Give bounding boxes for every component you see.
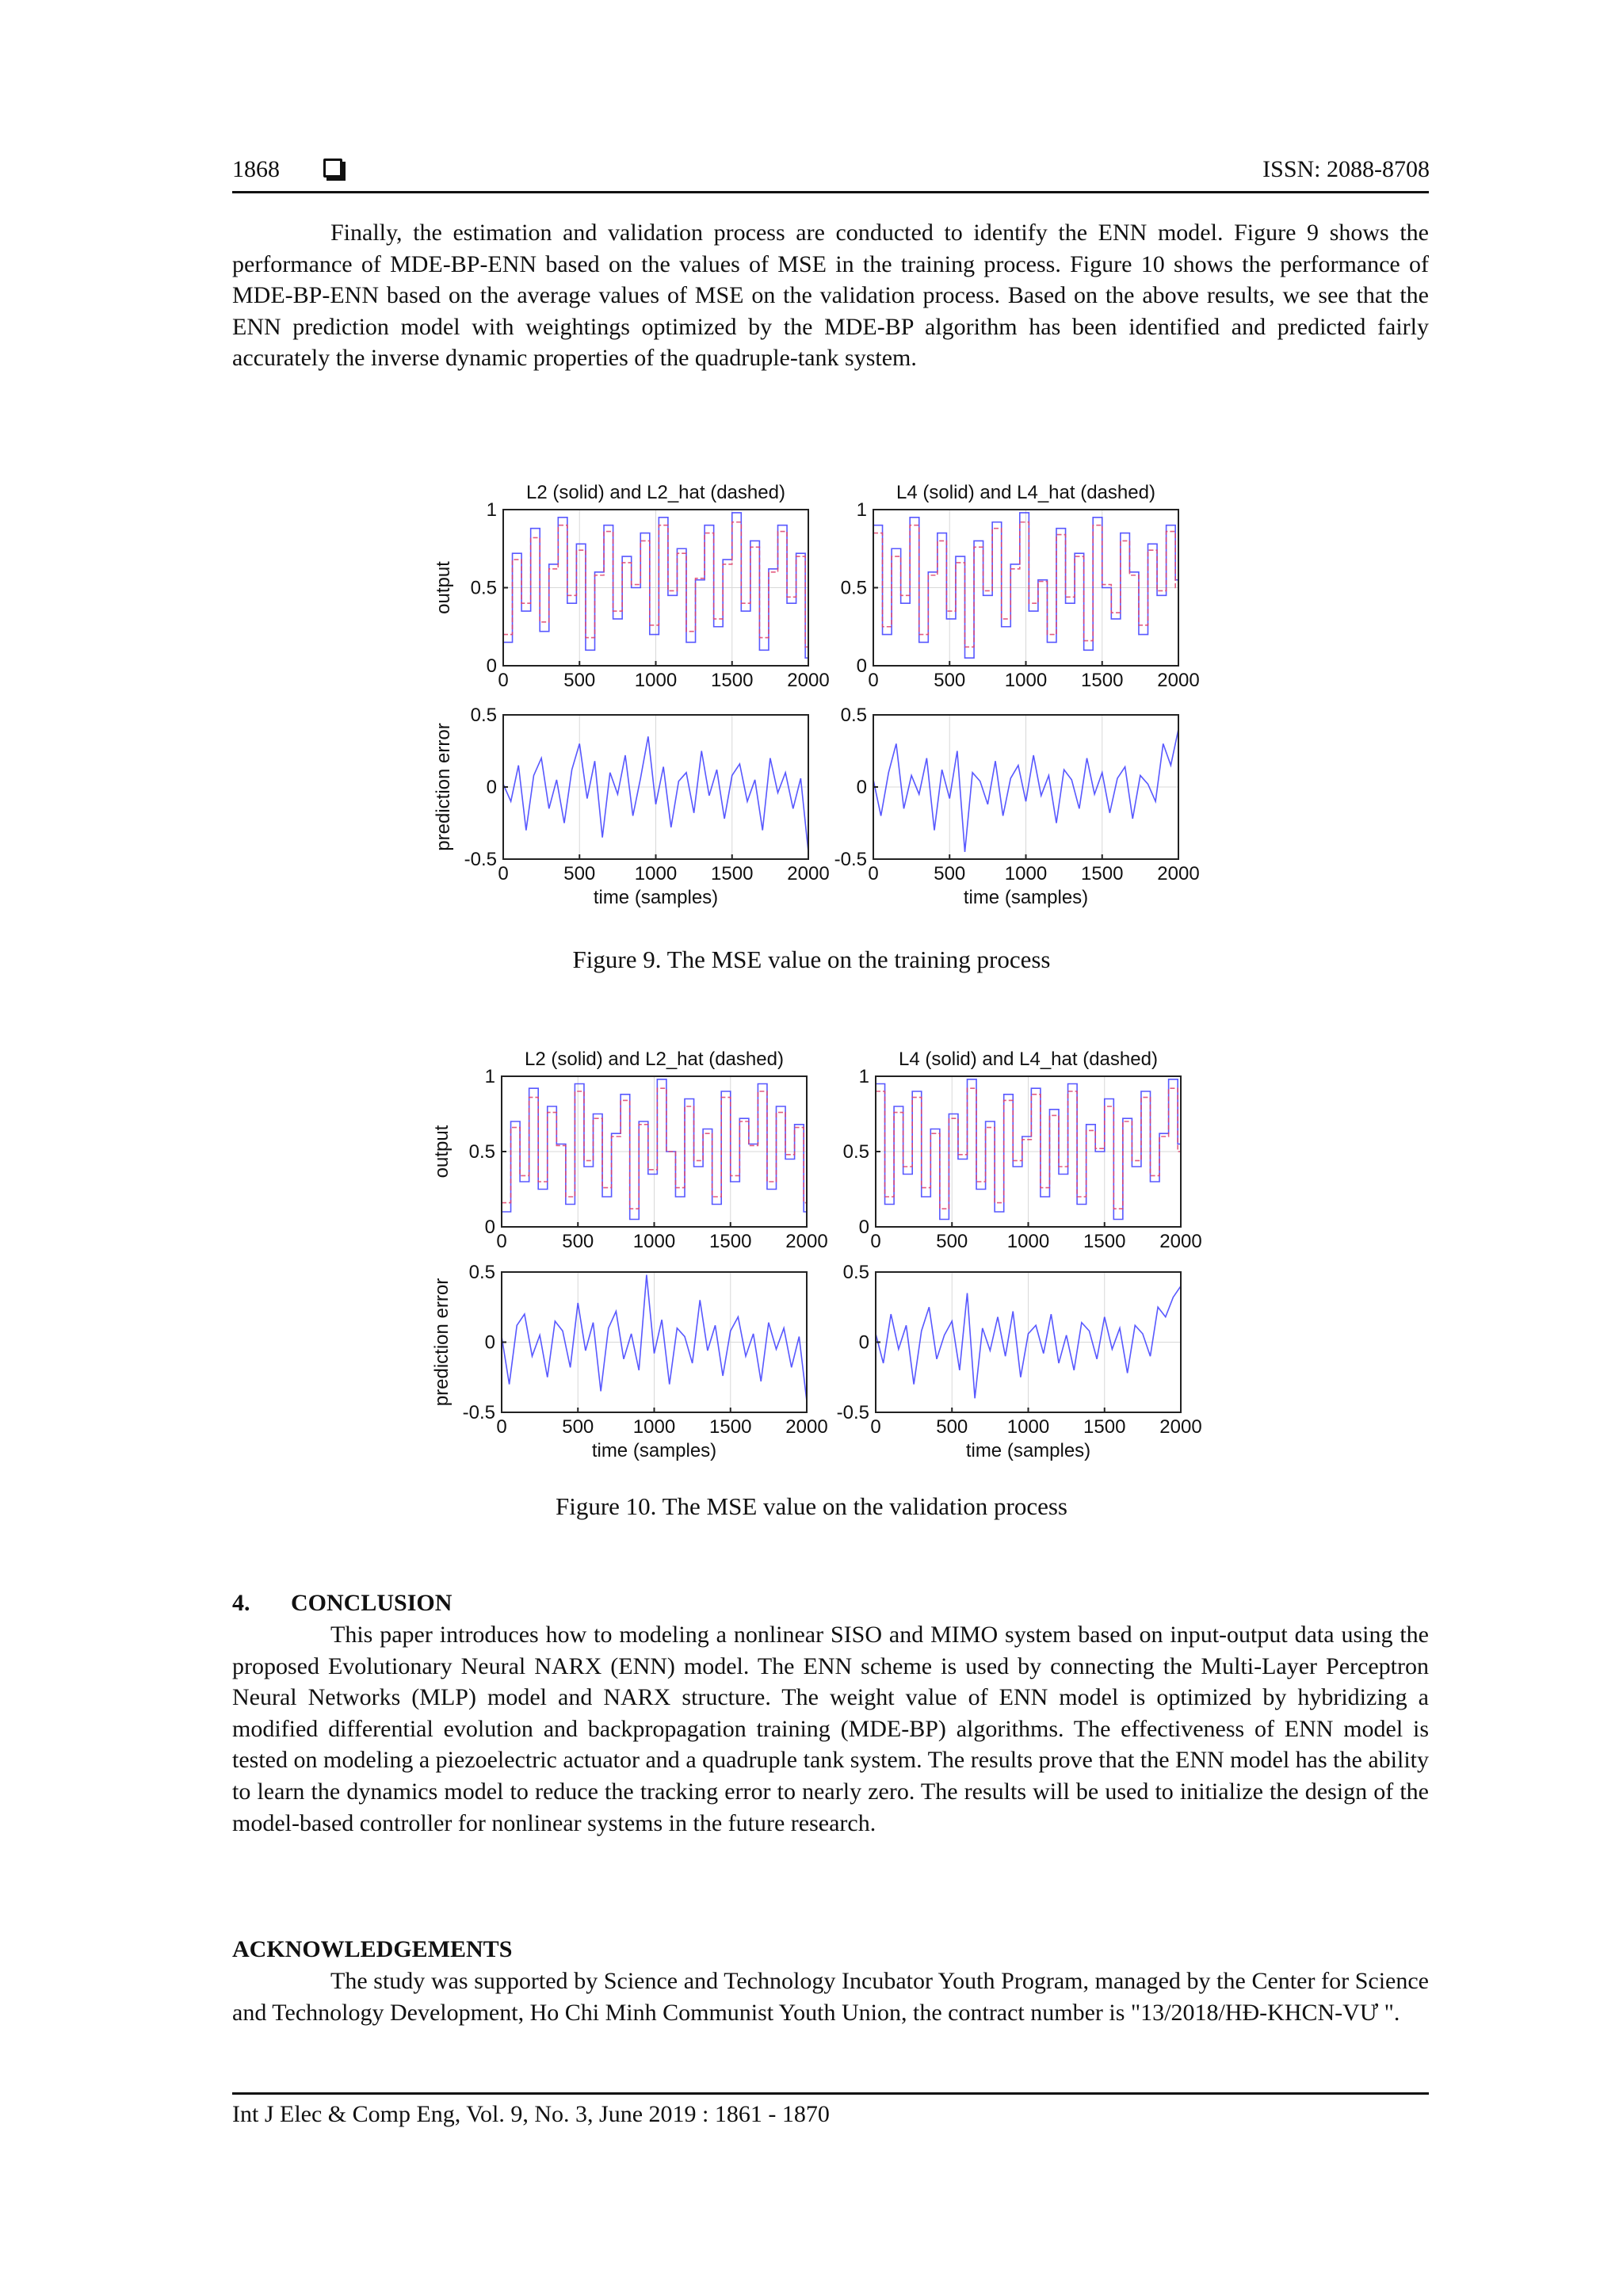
- section-number: 4.: [232, 1590, 250, 1616]
- y-tick-label: 0.5: [468, 1262, 495, 1283]
- figure-10-plot: [412, 1035, 1228, 1475]
- x-tick-label: 0: [498, 670, 509, 691]
- fig9-panel-1: [433, 482, 830, 691]
- fig10-panel-4: [837, 1262, 1202, 1461]
- x-tick-label: 1000: [1006, 1231, 1050, 1252]
- x-tick-label: 1500: [1081, 670, 1124, 691]
- header-rule: [232, 191, 1429, 193]
- intro-paragraph: Finally, the estimation and validation process are conducted to identify the ENN model. Figure 9 shows the performance of MDE-BP-ENN based on the values of MSE in the training process. Figure 10 shows the performance of MDE-BP-ENN based on the average values of MSE on the validation process. Based on the above results, we see that the ENN prediction model with weightings optimized by the MDE-BP algorithm has been identified and predicted fairly accurately the inverse dynamic properties of the quadruple-tank system.: [232, 220, 1429, 372]
- fig9-panel-4: [834, 705, 1200, 908]
- x-tick-label: 0: [868, 670, 879, 691]
- figure-9-plot: [412, 468, 1228, 927]
- panel-title: L2 (solid) and L2_hat (dashed): [525, 1049, 784, 1070]
- x-tick-label: 0: [496, 1231, 507, 1252]
- y-tick-label: 0: [484, 1217, 495, 1238]
- x-tick-label: 500: [563, 863, 596, 884]
- checkbox-glyph-icon: [323, 159, 342, 178]
- section-title: CONCLUSION: [291, 1590, 453, 1616]
- figure-10: [412, 1035, 1228, 1475]
- x-tick-label: 500: [934, 670, 966, 691]
- journal-footer: Int J Elec & Comp Eng, Vol. 9, No. 3, June 2019 : 1861 - 1870: [232, 2101, 830, 2127]
- x-tick-label: 2000: [785, 1416, 828, 1438]
- figure-9: [412, 468, 1228, 927]
- x-tick-label: 2000: [785, 1231, 828, 1252]
- x-tick-label: 2000: [787, 863, 830, 884]
- y-tick-label: 0: [858, 1217, 869, 1238]
- x-tick-label: 500: [934, 863, 966, 884]
- x-tick-label: 1000: [632, 1231, 676, 1252]
- x-tick-label: 500: [562, 1231, 594, 1252]
- y-tick-label: 0.5: [470, 577, 497, 599]
- y-tick-label: 0.5: [842, 1141, 869, 1163]
- y-tick-label: 1: [858, 1066, 869, 1087]
- x-tick-label: 1500: [1081, 863, 1124, 884]
- x-axis-label: time (samples): [591, 1440, 717, 1461]
- x-tick-label: 1000: [632, 1416, 676, 1438]
- figure-10-caption: Figure 10. The MSE value on the validation process: [555, 1492, 1067, 1520]
- y-tick-label: 0: [484, 1331, 495, 1354]
- x-axis-label: time (samples): [965, 1440, 1091, 1461]
- x-tick-label: 1000: [1004, 863, 1048, 884]
- x-tick-label: 0: [498, 863, 509, 884]
- x-tick-label: 1500: [709, 1231, 752, 1252]
- x-axis-label: time (samples): [593, 887, 719, 908]
- x-tick-label: 500: [936, 1231, 968, 1252]
- y-tick-label: 0: [486, 655, 497, 677]
- x-tick-label: 1000: [1006, 1416, 1050, 1438]
- panel-title: L4 (solid) and L4_hat (dashed): [896, 482, 1155, 503]
- fig10-panel-2: [843, 1049, 1202, 1252]
- x-tick-label: 1500: [1083, 1416, 1126, 1438]
- x-tick-label: 2000: [787, 670, 830, 691]
- x-tick-label: 1000: [634, 863, 678, 884]
- y-tick-label: 0: [856, 655, 867, 677]
- y-tick-label: 0: [486, 777, 497, 798]
- y-tick-label: 0.5: [840, 705, 867, 726]
- x-tick-label: 0: [496, 1416, 507, 1438]
- fig9-panel-2: [841, 482, 1200, 691]
- conclusion-paragraph: This paper introduces how to modeling a nonlinear SISO and MIMO system based on input-output data using the proposed Evolutionary Neural NARX (ENN) model. The ENN scheme is used by connecting the Multi-Layer Perceptron Neural Networks (MLP) model and NARX structure. The weight value of ENN model is optimized by hybridizing a modified differential evolution and backpropagation training (MDE-BP) algorithms. The effectiveness of ENN model is tested on modeling a piezoelectric actuator and a quadruple tank system. The results prove that the ENN model has the ability to learn the dynamics model to reduce the tracking error to nearly zero. The results will be used to initialize the design of the model-based controller for nonlinear systems in the future research.: [232, 1622, 1429, 1836]
- x-tick-label: 1500: [709, 1416, 752, 1438]
- y-tick-label: -0.5: [464, 849, 497, 870]
- y-axis-label: output: [433, 561, 454, 614]
- x-tick-label: 500: [936, 1416, 968, 1438]
- x-tick-label: 0: [870, 1416, 881, 1438]
- x-tick-label: 2000: [1159, 1231, 1202, 1252]
- x-tick-label: 2000: [1159, 1416, 1202, 1438]
- x-axis-label: time (samples): [963, 887, 1089, 908]
- y-tick-label: -0.5: [462, 1402, 495, 1423]
- x-tick-label: 500: [562, 1416, 594, 1438]
- figure-9-caption: Figure 9. The MSE value on the training process: [572, 946, 1051, 973]
- acknowledgements-heading: ACKNOWLEDGEMENTS: [232, 1936, 513, 1962]
- y-tick-label: -0.5: [836, 1402, 869, 1423]
- y-tick-label: 0.5: [468, 1141, 495, 1163]
- y-tick-label: 1: [486, 499, 497, 521]
- y-tick-label: -0.5: [834, 849, 867, 870]
- x-tick-label: 2000: [1157, 863, 1200, 884]
- footer-rule: [232, 2092, 1429, 2095]
- fig10-panel-1: [431, 1049, 828, 1252]
- acknowledgements-paragraph: The study was supported by Science and Technology Incubator Youth Program, managed by the Center for Science and Technology Development, Ho Chi Minh Communist Youth Union, the contract number is "13/2018/HĐ-KHCN-VƯ ".: [232, 1968, 1429, 2026]
- panel-title: L4 (solid) and L4_hat (dashed): [899, 1049, 1158, 1070]
- x-tick-label: 0: [868, 863, 879, 884]
- y-axis-label: prediction error: [431, 1278, 453, 1407]
- y-tick-label: 0.5: [842, 1262, 869, 1283]
- x-tick-label: 500: [563, 670, 596, 691]
- page-number: 1868: [232, 156, 280, 182]
- y-tick-label: 0: [858, 1331, 869, 1354]
- journal-issn: ISSN: 2088-8708: [1262, 156, 1430, 182]
- y-tick-label: 0.5: [840, 577, 867, 599]
- x-tick-label: 1500: [711, 863, 754, 884]
- y-axis-label: output: [431, 1125, 453, 1179]
- y-tick-label: 0.5: [470, 705, 497, 726]
- y-tick-label: 1: [856, 499, 867, 521]
- x-tick-label: 2000: [1157, 670, 1200, 691]
- fig10-panel-3: [431, 1262, 828, 1461]
- y-axis-label: prediction error: [433, 723, 454, 851]
- y-tick-label: 0: [856, 777, 867, 798]
- x-tick-label: 1500: [711, 670, 754, 691]
- panel-title: L2 (solid) and L2_hat (dashed): [526, 482, 785, 503]
- section-heading: [232, 1589, 452, 1618]
- x-tick-label: 1500: [1083, 1231, 1126, 1252]
- x-tick-label: 1000: [1004, 670, 1048, 691]
- x-tick-label: 0: [870, 1231, 881, 1252]
- x-tick-label: 1000: [634, 670, 678, 691]
- y-tick-label: 1: [484, 1066, 495, 1087]
- fig9-panel-3: [433, 705, 830, 908]
